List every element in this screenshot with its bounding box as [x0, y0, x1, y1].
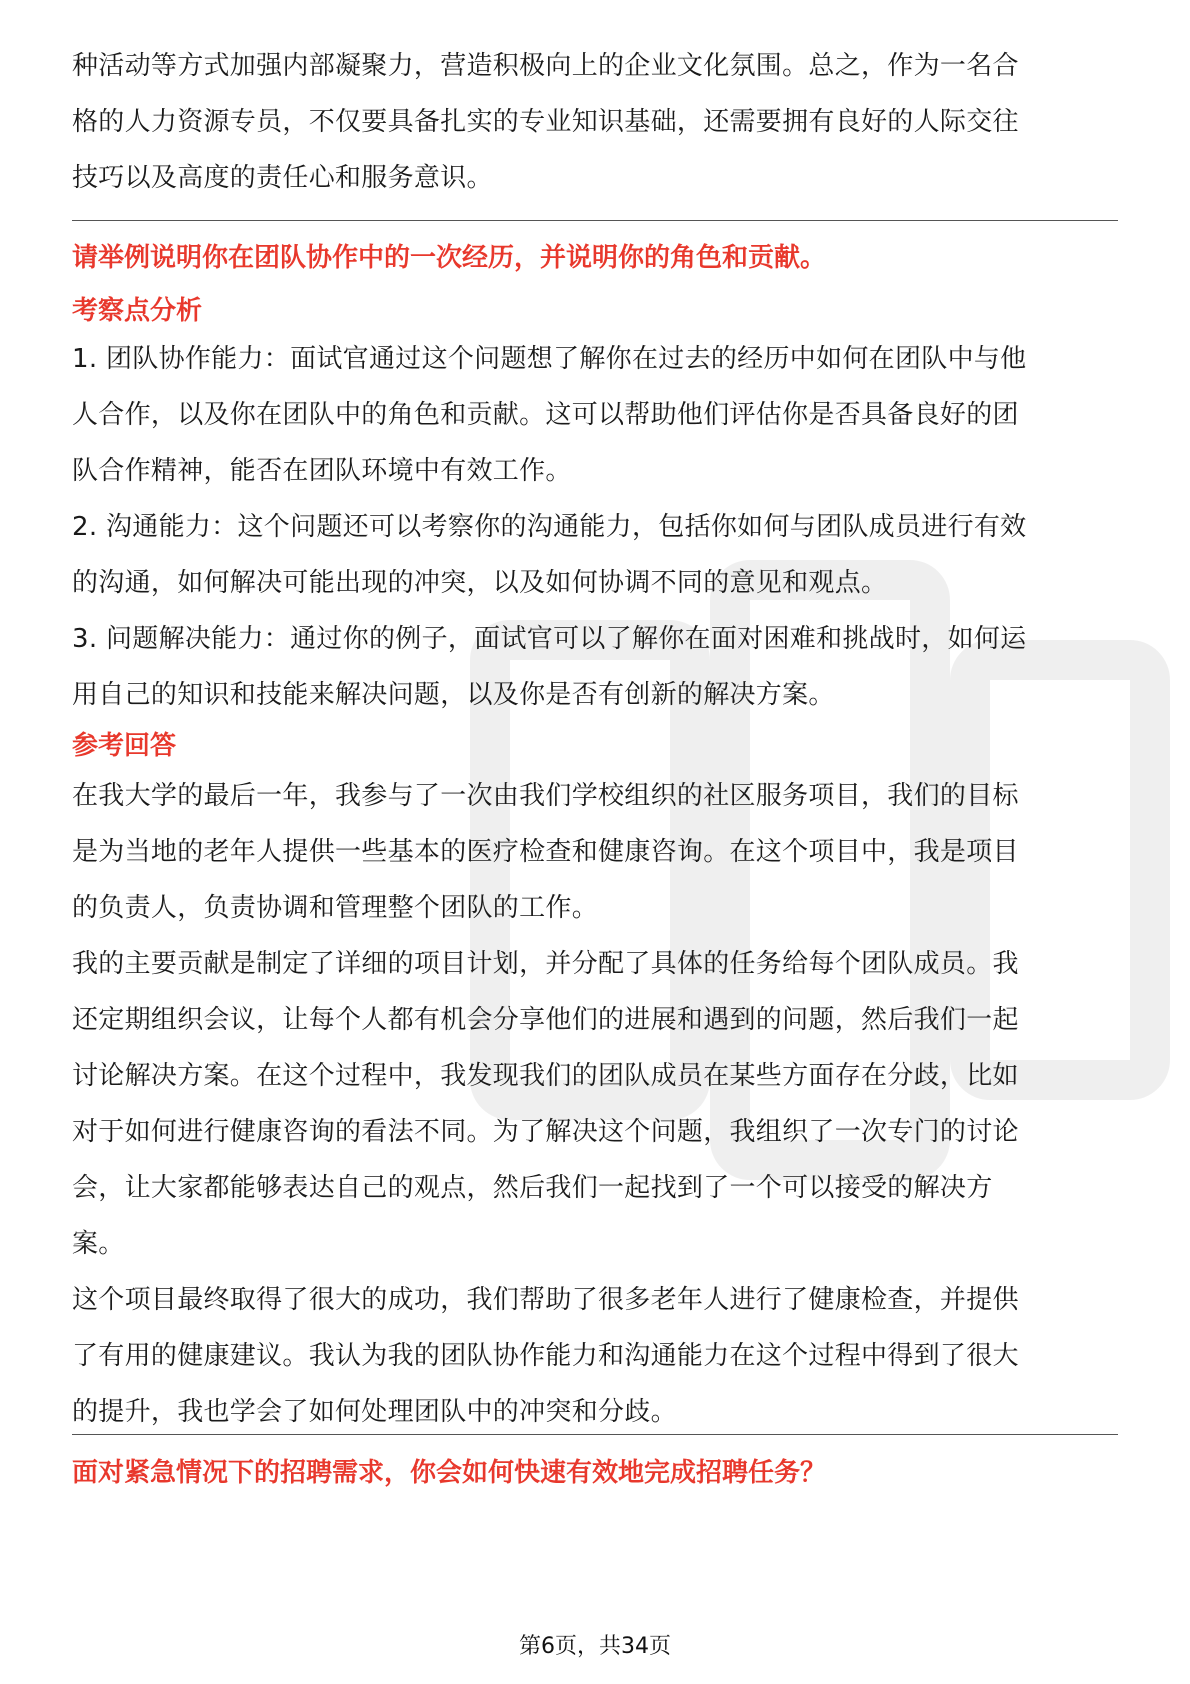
text-line: 是为当地的老年人提供一些基本的医疗检查和健康咨询。在这个项目中，我是项目 [72, 837, 1019, 867]
text-line: 的提升，我也学会了如何处理团队中的冲突和分歧。 [72, 1397, 677, 1427]
text-line: 对于如何进行健康咨询的看法不同。为了解决这个问题，我组织了一次专门的讨论 [72, 1117, 1019, 1147]
text-line: 我的主要贡献是制定了详细的项目计划，并分配了具体的任务给每个团队成员。我 [72, 949, 1019, 979]
text-line: 这个项目最终取得了很大的成功，我们帮助了很多老年人进行了健康检查，并提供 [72, 1285, 1019, 1315]
analysis-item [72, 611, 1026, 723]
text-line: 1. 团队协作能力：面试官通过这个问题想了解你在过去的经历中如何在团队中与他 [72, 344, 1027, 374]
analysis-item [72, 331, 1026, 499]
text-line: 的沟通，如何解决可能出现的冲突，以及如何协调不同的意见和观点。 [72, 568, 888, 598]
text-line: 3. 问题解决能力：通过你的例子，面试官可以了解你在面对困难和挑战时，如何运 [72, 624, 1027, 654]
analysis-heading: 考察点分析 [72, 296, 203, 326]
section-divider [72, 220, 1118, 221]
text-line: 在我大学的最后一年，我参与了一次由我们学校组织的社区服务项目，我们的目标 [72, 781, 1019, 811]
question-heading: 面对紧急情况下的招聘需求，你会如何快速有效地完成招聘任务？ [72, 1458, 827, 1488]
analysis-list [72, 331, 1026, 723]
text-line: 案。 [72, 1229, 125, 1259]
answer-paragraph [72, 1272, 1019, 1440]
text-line: 格的人力资源专员，不仅要具备扎实的专业知识基础，还需要拥有良好的人际交往 [72, 107, 1019, 137]
text-line: 了有用的健康建议。我认为我的团队协作能力和沟通能力在这个过程中得到了很大 [72, 1341, 1019, 1371]
analysis-item [72, 499, 1026, 611]
text-line: 会，让大家都能够表达自己的观点，然后我们一起找到了一个可以接受的解决方 [72, 1173, 993, 1203]
intro-paragraph [72, 38, 1019, 206]
answer-body [72, 768, 1019, 1440]
text-line: 人合作，以及你在团队中的角色和贡献。这可以帮助他们评估你是否具备良好的团 [72, 400, 1019, 430]
page-number: 第6页，共34页 [519, 1634, 671, 1659]
text-line: 2. 沟通能力：这个问题还可以考察你的沟通能力，包括你如何与团队成员进行有效 [72, 512, 1027, 542]
text-line: 讨论解决方案。在这个过程中，我发现我们的团队成员在某些方面存在分歧，比如 [72, 1061, 1019, 1091]
text-line: 还定期组织会议，让每个人都有机会分享他们的进展和遇到的问题，然后我们一起 [72, 1005, 1019, 1035]
answer-paragraph [72, 936, 1019, 1272]
text-line: 队合作精神，能否在团队环境中有效工作。 [72, 456, 572, 486]
text-line: 技巧以及高度的责任心和服务意识。 [72, 163, 493, 193]
text-line: 的负责人，负责协调和管理整个团队的工作。 [72, 893, 599, 923]
text-line: 用自己的知识和技能来解决问题，以及你是否有创新的解决方案。 [72, 680, 835, 710]
text-line: 种活动等方式加强内部凝聚力，营造积极向上的企业文化氛围。总之，作为一名合 [72, 51, 1019, 81]
question-heading: 请举例说明你在团队协作中的一次经历，并说明你的角色和贡献。 [72, 243, 827, 273]
section-divider [72, 1434, 1118, 1435]
answer-paragraph [72, 768, 1019, 936]
answer-heading: 参考回答 [72, 731, 177, 761]
